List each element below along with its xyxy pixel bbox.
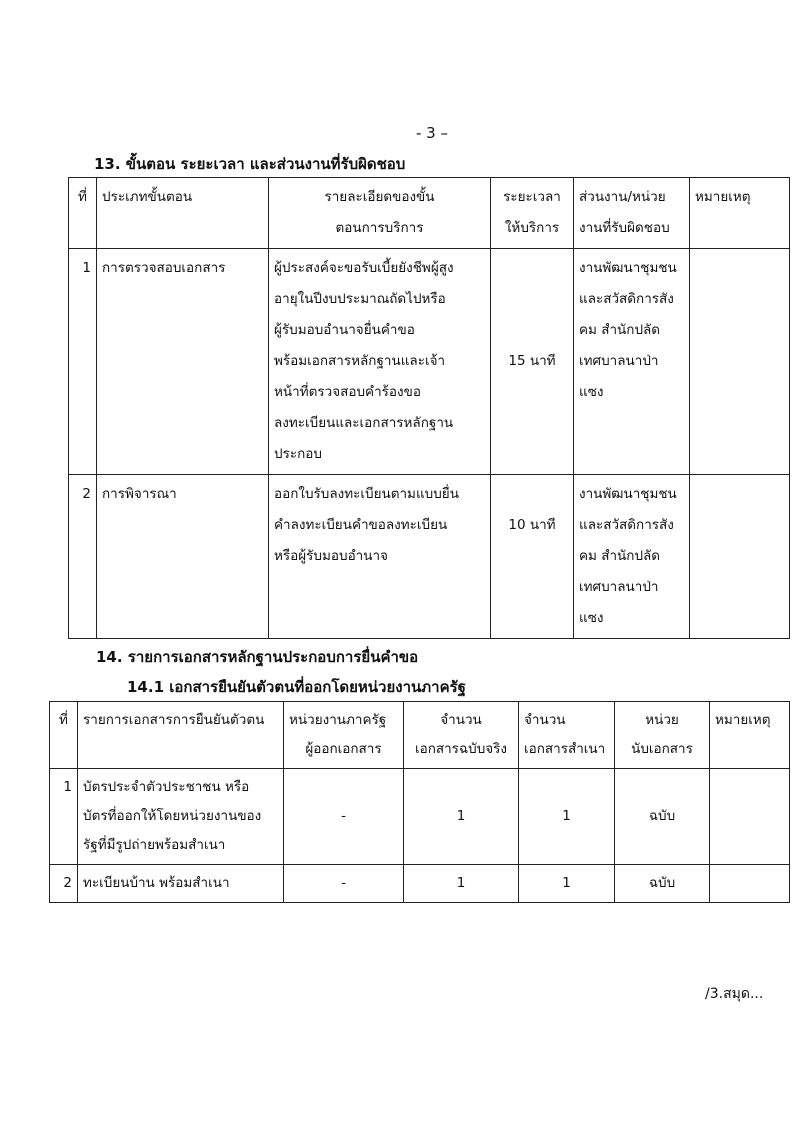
row-unit: ฉบับ: [615, 769, 710, 865]
department-line: งานพัฒนาชุมชน: [579, 260, 677, 276]
documents-table: [49, 701, 790, 903]
row-step-type: การพิจารณา: [97, 475, 269, 639]
header-line: ส่วนงาน/หน่วย: [579, 189, 666, 205]
doc-line: ทะเบียนบ้าน พร้อมสำเนา: [83, 875, 230, 891]
detail-line: คำลงทะเบียนคำขอลงทะเบียน: [274, 517, 448, 533]
row-copy-count: 1: [519, 865, 615, 903]
table-row: [69, 475, 790, 639]
row-doc-list: [78, 865, 284, 903]
row-no: 2: [50, 865, 78, 903]
row-remark: [710, 769, 790, 865]
department-line: คม สำนักปลัด: [579, 322, 661, 338]
detail-line: ประกอบ: [274, 446, 322, 462]
section-14-1-subtitle: 14.1 เอกสารยืนยันตัวตนที่ออกโดยหน่วยงานภาครัฐ: [127, 678, 466, 696]
doc-line: บัตรประจำตัวประชาชน หรือ: [83, 779, 250, 795]
continuation-note: /3.สมุด...: [705, 986, 764, 1002]
row-details: [269, 249, 491, 475]
header-line: นับเอกสาร: [631, 741, 693, 757]
header-line: เอกสารฉบับจริง: [414, 741, 508, 757]
header-line: ระยะเวลา: [503, 189, 561, 205]
header-step-type: ประเภทขั้นตอน: [97, 178, 269, 249]
department-line: คม สำนักปลัด: [579, 548, 661, 564]
row-remark: [710, 865, 790, 903]
row-doc-list: [78, 769, 284, 865]
header-remark: หมายเหตุ: [710, 702, 790, 769]
header-unit: [615, 702, 710, 769]
department-line: แซง: [579, 384, 604, 400]
header-issuer: [284, 702, 404, 769]
row-duration: 15 นาที: [491, 249, 574, 475]
row-original-count: 1: [404, 769, 519, 865]
department-line: งานพัฒนาชุมชน: [579, 486, 677, 502]
header-original-count: [404, 702, 519, 769]
detail-line: หน้าที่ตรวจสอบคำร้องขอ: [274, 384, 421, 400]
detail-line: ผู้รับมอบอำนาจยื่นคำขอ: [274, 322, 415, 338]
header-line: ผู้ออกเอกสาร: [305, 741, 382, 757]
row-no: 2: [69, 475, 97, 639]
table-row: [50, 769, 790, 865]
row-no: 1: [50, 769, 78, 865]
doc-line: บัตรที่ออกให้โดยหน่วยงานของ: [83, 808, 262, 824]
header-doc-list: รายการเอกสารการยืนยันตัวตน: [78, 702, 284, 769]
steps-table: [68, 177, 790, 639]
header-no: ที่: [50, 702, 78, 769]
header-line: ให้บริการ: [504, 220, 560, 236]
detail-line: หรือผู้รับมอบอำนาจ: [274, 548, 388, 564]
row-details: [269, 475, 491, 639]
table-row: [69, 249, 790, 475]
department-line: เทศบาลนาป่า: [579, 353, 659, 369]
header-copy-count: [519, 702, 615, 769]
section-14-title: 14. รายการเอกสารหลักฐานประกอบการยื่นคำขอ: [96, 648, 419, 666]
detail-line: ลงทะเบียนและเอกสารหลักฐาน: [274, 415, 454, 431]
detail-line: ผู้ประสงค์จะขอรับเบี้ยยังชีพผู้สูง: [274, 260, 454, 276]
header-line: จำนวน: [440, 712, 482, 728]
doc-line: รัฐที่มีรูปถ่ายพร้อมสำเนา: [83, 837, 226, 853]
page-number: - 3 –: [416, 124, 448, 142]
row-step-type: การตรวจสอบเอกสาร: [97, 249, 269, 475]
detail-line: อายุในปีงบประมาณถัดไปหรือ: [274, 291, 446, 307]
row-remark: [690, 475, 790, 639]
header-line: รายละเอียดของขั้น: [324, 189, 435, 205]
header-department: [574, 178, 690, 249]
header-no: ที่: [69, 178, 97, 249]
table-header-row: [69, 178, 790, 249]
header-line: หน่วย: [645, 712, 679, 728]
header-line: หน่วยงานภาครัฐ: [289, 712, 387, 728]
row-copy-count: 1: [519, 769, 615, 865]
section-13-title: 13. ขั้นตอน ระยะเวลา และส่วนงานที่รับผิดชอบ: [94, 155, 406, 173]
row-duration: 10 นาที: [491, 475, 574, 639]
header-line: ตอนการบริการ: [335, 220, 424, 236]
table-row: [50, 865, 790, 903]
row-remark: [690, 249, 790, 475]
row-department: [574, 249, 690, 475]
row-original-count: 1: [404, 865, 519, 903]
table-header-row: [50, 702, 790, 769]
header-line: งานที่รับผิดชอบ: [579, 220, 670, 236]
header-details: [269, 178, 491, 249]
department-line: แซง: [579, 610, 604, 626]
header-line: จำนวน: [524, 712, 566, 728]
row-no: 1: [69, 249, 97, 475]
department-line: เทศบาลนาป่า: [579, 579, 659, 595]
header-line: เอกสารสำเนา: [524, 741, 606, 757]
detail-line: พร้อมเอกสารหลักฐานและเจ้า: [274, 353, 446, 369]
row-issuer: -: [284, 769, 404, 865]
department-line: และสวัสดิการสัง: [579, 291, 674, 307]
department-line: และสวัสดิการสัง: [579, 517, 674, 533]
row-unit: ฉบับ: [615, 865, 710, 903]
header-duration: [491, 178, 574, 249]
detail-line: ออกใบรับลงทะเบียนตามแบบยื่น: [274, 486, 459, 502]
row-issuer: -: [284, 865, 404, 903]
row-department: [574, 475, 690, 639]
header-remark: หมายเหตุ: [690, 178, 790, 249]
